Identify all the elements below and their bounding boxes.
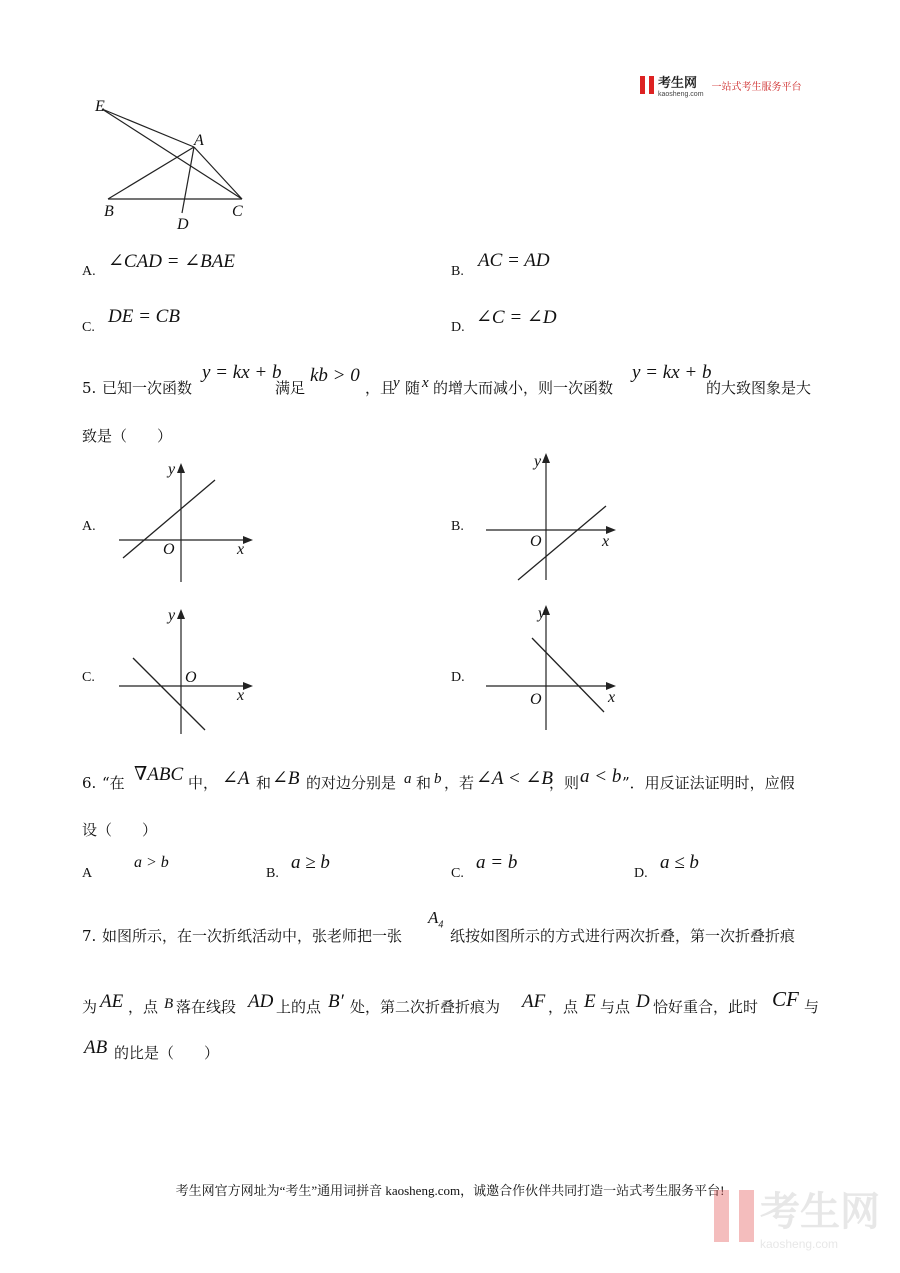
watermark-text: 考生网 [760,1190,880,1234]
q6-math-4: ∠A < ∠B [476,768,554,789]
q6-option-a-letter: A [82,866,93,881]
q7-l2-m2: AD [248,991,274,1012]
point-D-label: D [177,216,189,233]
q4-option-c: DE = CB [108,306,180,327]
q6-text-7: ，则 [549,774,580,792]
q6-option-b-letter: B. [266,866,279,881]
q7-l2-B: B [164,996,174,1012]
point-B-label: B [104,203,114,220]
logo-text: 考生网 [658,75,698,90]
q4-option-b-letter: B. [451,264,464,279]
q6-var-b: b [434,771,442,787]
origin-label: O [163,541,175,558]
axis-y-label: y [534,453,542,470]
q7-text-2: 纸按如图所示的方式进行两次折叠，第一次折叠折痕 [450,927,796,945]
q7-l2-m7: CF [772,987,799,1011]
q7-l2-i: 与 [804,998,820,1016]
q5-text-3: ，且 [365,379,396,397]
q4-option-a-letter: A. [82,264,96,279]
q5-line-2: 致是（ ） [82,427,173,445]
q7-l2-m3: B′ [328,991,344,1012]
q5-text-4: 随 [405,379,421,397]
q7-l2-a: 为 [82,998,98,1016]
q5-math-2: kb > 0 [310,365,360,386]
q4-option-c-letter: C. [82,320,95,335]
q4-option-a: ∠CAD = ∠BAE [108,251,235,272]
q4-option-d: ∠C = ∠D [476,307,557,328]
origin-label: O [530,533,542,550]
page-footer: 考生网官方网址为“考生”通用词拼音 kaosheng.com，诚邀合作伙伴共同打造一站式考生服务平台! [175,1183,725,1198]
origin-label: O [530,691,542,708]
q7-l2-b: ，点 [128,998,159,1016]
axis-x-label: x [608,689,616,706]
q5-graph-b [482,450,622,584]
q7-l3-math: AB [84,1037,108,1058]
q4-option-d-letter: D. [451,320,465,335]
q5-option-a-letter: A. [82,519,96,534]
q6-math-3: ∠B [272,768,300,789]
q5-text-6: 的大致图象是大 [706,379,812,397]
logo-mark-icon [640,76,654,94]
q4-triangle-figure [90,95,260,235]
q7-l2-m5: E [584,991,596,1012]
q6-text-2: 中， [188,774,219,792]
q7-l2-m4: AF [522,991,546,1012]
point-C-label: C [232,203,243,220]
q7-l2-g: 与点 [600,998,631,1016]
watermark-logo-icon [714,1190,754,1242]
q7-l2-c: 落在线段 [176,998,237,1016]
q6-text-4: 的对边分别是 [306,774,397,792]
q6-option-c-letter: C. [451,866,464,881]
q6-option-d-letter: D. [634,866,648,881]
axis-x-label: x [602,533,610,550]
q6-number: 6. [82,774,97,792]
header-logo [640,72,802,98]
q5-var-y: y [393,375,400,391]
q7-l2-d: 上的点 [276,998,322,1016]
q4-option-b: AC = AD [478,250,550,271]
q5-option-d-letter: D. [451,670,465,685]
q5-math-3: y = kx + b [632,362,712,383]
q7-l2-h: 恰好重合，此时 [653,998,759,1016]
watermark [714,1180,880,1251]
q6-math-5: a < b [580,766,622,787]
q7-l2-f: ，点 [548,998,579,1016]
q6-line-2: 设（ ） [82,821,158,839]
q6-math-1: ∇ABC [134,764,184,785]
q7-l2-e: 处，第二次折叠折痕为 [350,998,501,1016]
q6-text-5: 和 [416,774,432,792]
q6-option-a: a > b [134,854,169,871]
q6-var-a: a [404,771,412,787]
q7-l2-m6: D [636,991,650,1012]
q6-math-2: ∠A [222,768,250,789]
q5-text-5: 的增大而减小，则一次函数 [433,379,614,397]
q5-graph-a [115,458,255,584]
axis-y-label: y [168,607,176,624]
logo-sub: kaosheng.com [658,91,704,98]
point-A-label: A [194,132,204,149]
watermark-sub: kaosheng.com [760,1237,839,1251]
q5-math-1: y = kx + b [202,362,282,383]
axis-x-label: x [237,687,245,704]
axis-x-label: x [237,541,245,558]
q6-option-d: a ≤ b [660,852,699,873]
origin-label: O [185,669,197,686]
q6-text-1: “在 [102,774,125,792]
q5-var-x: x [422,375,429,391]
q7-math-a4: $A_4$ [428,908,444,931]
point-E-label: E [95,98,105,115]
axis-y-label: y [538,605,546,622]
q7-l2-m1: AE [100,991,124,1012]
axis-y-label: y [168,461,176,478]
header-slogan: 一站式考生服务平台 [711,81,802,93]
q5-text-1: 已知一次函数 [102,379,193,397]
q5-graph-c [115,604,255,736]
q5-option-c-letter: C. [82,670,95,685]
q7-l3-text: 的比是（ ） [114,1044,220,1062]
q6-text-8: ”．用反证法证明时，应假 [622,774,795,792]
q5-graph-d [482,600,622,734]
q6-text-6: ，若 [444,774,475,792]
q6-option-c: a = b [476,852,518,873]
q5-option-b-letter: B. [451,519,464,534]
q7-text-1: 如图所示，在一次折纸活动中，张老师把一张 [102,927,403,945]
q6-text-3: 和 [256,774,272,792]
q7-number: 7. [82,927,97,945]
q5-number: 5. [82,379,97,397]
q6-option-b: a ≥ b [291,852,330,873]
q5-text-2: 满足 [275,379,306,397]
